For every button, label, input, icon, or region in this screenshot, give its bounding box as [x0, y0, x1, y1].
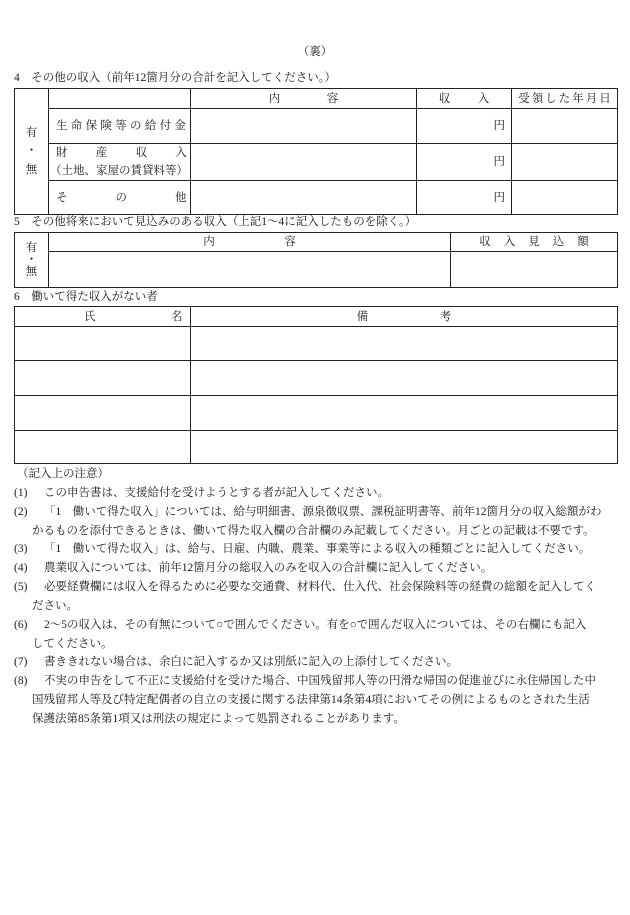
remarks-cell: [191, 396, 618, 431]
income-cell: [417, 181, 512, 215]
date-cell: [512, 144, 618, 181]
no-income-persons-table: [14, 306, 618, 464]
note-text: 保護法第85条第1項又は刑法の規定によって処罰されることがあります。: [32, 712, 405, 725]
header-expected-income: 収入見込額: [479, 236, 602, 248]
note-text: 「1 働いて得た収入」については、給与明細書、源泉徴収票、課税証明書等、前年12箇月分の収入総額がわ: [44, 505, 602, 518]
table-row: [15, 144, 618, 181]
section4-heading: 4 その他の収入（前年12箇月分の合計を記入してください。）: [14, 72, 336, 84]
row-label-cell: [49, 109, 191, 144]
note-number: (1): [14, 486, 28, 499]
presence-cell: [15, 233, 49, 288]
note-item: [0, 503, 630, 541]
row-label: 生命保険等の給付金: [56, 120, 190, 132]
note-text: この申告書は、支援給付を受けようとする者が記入してください。: [44, 486, 389, 499]
expected-income-cell: [451, 252, 618, 288]
table-row: [15, 181, 618, 215]
note-text: 必要経費欄には収入を得るために必要な交通費、材料代、仕入代、社会保険料等の経費の総額を記入してく: [44, 581, 596, 594]
note-number: (7): [14, 656, 28, 669]
remarks-cell: [191, 361, 618, 396]
remarks-cell: [191, 327, 618, 361]
name-cell: [15, 431, 191, 464]
presence-mark: 有・無: [25, 242, 38, 278]
content-cell: [191, 144, 417, 181]
date-cell: [512, 109, 618, 144]
header-name: 氏名: [84, 310, 258, 323]
table-row: [15, 109, 618, 144]
note-item: [0, 540, 630, 559]
notes-title: （記入上の注意）: [17, 468, 109, 480]
header-blank-cell: [49, 89, 191, 109]
income-cell: [417, 144, 512, 181]
note-text: 2～5の収入は、その有無について○で囲んでください。有を○で囲んだ収入については、その右欄にも記入: [44, 618, 587, 631]
expected-income-table: [14, 232, 618, 288]
note-text: してください。: [32, 637, 113, 650]
header-content-cell: [191, 89, 417, 109]
row-label: その他: [56, 191, 235, 204]
note-number: (8): [14, 675, 28, 688]
table-row: [15, 327, 618, 361]
note-text: ださい。: [32, 599, 78, 612]
table-row: [15, 396, 618, 431]
note-item: [0, 578, 630, 616]
content-cell: [191, 109, 417, 144]
row-label: 財産収入: [56, 147, 216, 159]
table-header-row: [15, 307, 618, 327]
header-expected-income-cell: [451, 233, 618, 252]
note-item: [0, 559, 630, 578]
header-name-cell: [15, 307, 258, 327]
header-content: 内容: [203, 236, 366, 248]
note-number: (5): [14, 581, 28, 594]
name-cell: [15, 396, 191, 431]
header-content: 内容: [268, 92, 385, 105]
content-cell: [49, 252, 451, 288]
yen-unit: 円: [493, 156, 505, 168]
note-item: [0, 672, 630, 729]
presence-mark: 有・無: [25, 126, 38, 176]
remarks-cell: [191, 431, 618, 464]
note-number: (6): [14, 618, 28, 631]
table-header-row: [15, 233, 618, 252]
presence-cell: [15, 89, 49, 215]
yen-unit: 円: [493, 120, 505, 132]
header-income: 収入: [438, 92, 517, 105]
row-label-cell: [49, 181, 235, 215]
section6-heading: 6 働いて得た収入がない者: [14, 291, 158, 303]
note-item: [0, 484, 630, 503]
note-text: 農業収入については、前年12箇月分の総収入のみを収入の合計欄に記入してください。: [44, 562, 493, 575]
section5-heading: 5 その他将来において見込みのある収入（上記1～4に記入したものを除く。）: [14, 216, 417, 228]
note-number: (3): [14, 543, 28, 556]
name-cell: [15, 361, 191, 396]
name-cell: [15, 327, 191, 361]
note-number: (4): [14, 562, 28, 575]
note-text: 国残留邦人等及び特定配偶者の自立の支援に関する法律第14条第4項においてその例によるものとされた生活: [32, 694, 590, 707]
header-income-cell: [417, 89, 517, 109]
table-row: [15, 252, 618, 288]
table-row: [15, 361, 618, 396]
page-side-mark: （裏）: [297, 46, 333, 58]
note-item: [0, 616, 630, 654]
notes-section: [0, 465, 630, 729]
note-item: [0, 653, 630, 672]
row-sublabel: （土地、家屋の賃貸料等）: [50, 165, 188, 177]
other-income-table: [14, 88, 618, 215]
yen-unit: 円: [493, 191, 505, 204]
note-number: (2): [14, 505, 28, 518]
table-header-row: [15, 89, 618, 109]
header-received-date: 受領した年月日: [518, 92, 613, 105]
income-cell: [417, 109, 512, 144]
header-remarks: 備考: [356, 310, 523, 323]
note-text: かるものを添付できるときは、働いて得た収入欄の合計欄のみ記載してください。月ごとの記載は不要です。: [32, 524, 595, 537]
note-text: 「1 働いて得た収入」は、給与、日雇、内職、農業、事業等による収入の種類ごとに記入してください。: [44, 543, 591, 556]
note-text: 書ききれない場合は、余白に記入するか又は別紙に記入の上添付してください。: [44, 656, 458, 669]
note-text: 不実の申告をして不正に支援給付を受けた場合、中国残留邦人等の円滑な帰国の促進並びに永住帰国した中: [44, 675, 596, 688]
table-row: [15, 431, 618, 464]
date-cell: [512, 181, 618, 215]
header-content-cell: [49, 233, 451, 252]
row-label-cell: [49, 144, 216, 181]
header-date-cell: [512, 89, 618, 109]
